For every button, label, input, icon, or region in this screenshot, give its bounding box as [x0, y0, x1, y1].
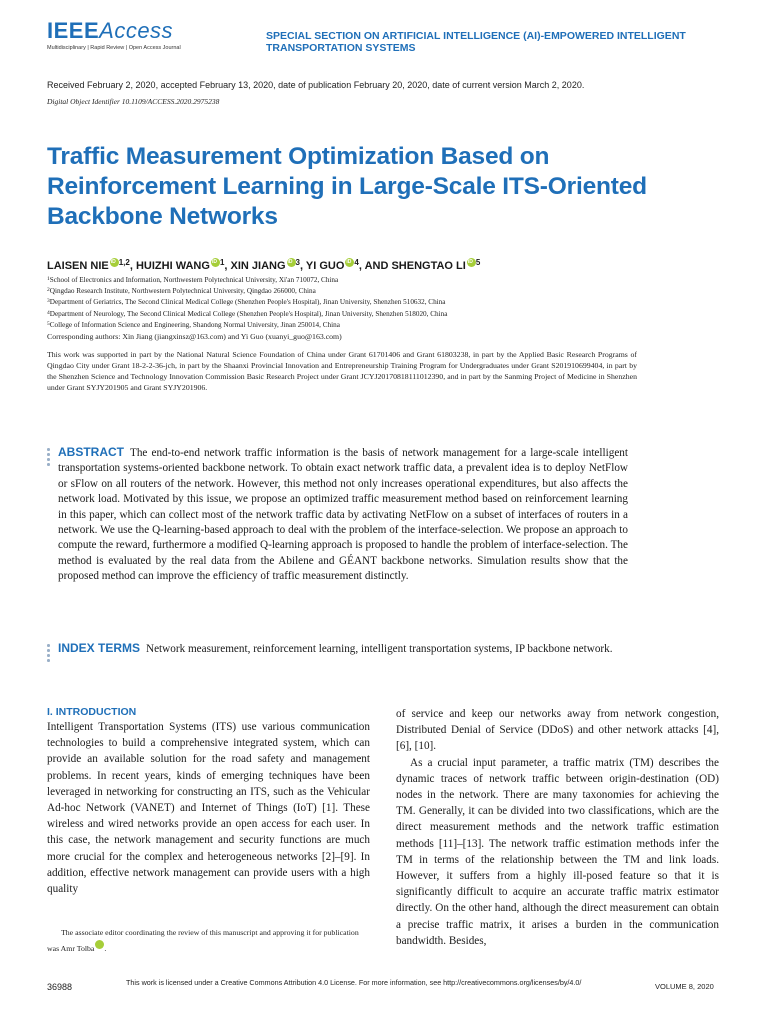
- index-terms-label: INDEX TERMS: [58, 641, 141, 655]
- affiliation-number: 5: [47, 320, 50, 327]
- abstract-marker: [47, 448, 51, 468]
- abstract-label: ABSTRACT: [58, 445, 124, 459]
- logo-ieee-text: IEEE: [47, 18, 100, 43]
- editor-footnote: The associate editor coordinating the review of this manuscript and approving it for publication was Amr TolbaiD .: [47, 925, 370, 956]
- author-affil-sup: 1: [219, 258, 225, 267]
- author-separator: ,: [224, 260, 231, 272]
- orcid-icon[interactable]: [95, 940, 104, 949]
- index-terms-text: Network measurement, reinforcement learning, intelligent transportation systems, IP backbone network.: [146, 643, 613, 655]
- doi: Digital Object Identifier 10.1109/ACCESS.2020.2975238: [47, 97, 220, 106]
- affiliation-item: [47, 296, 707, 307]
- author-affil-sup: 3: [295, 258, 300, 267]
- affiliation-text: School of Electronics and Information, Northwestern Polytechnical University, Xi'an 710072, China: [49, 276, 339, 284]
- author-separator: ,: [299, 260, 306, 272]
- orcid-icon[interactable]: [211, 258, 220, 267]
- orcid-icon[interactable]: [110, 258, 119, 267]
- logo-tagline: Multidisciplinary | Rapid Review | Open Access Journal: [47, 45, 181, 51]
- section-heading-introduction: I. INTRODUCTION: [47, 706, 137, 718]
- license-notice[interactable]: This work is licensed under a Creative Commons Attribution 4.0 License. For more information, see http://creativecommons.org/licenses/by/4.0/: [126, 978, 582, 987]
- body-paragraph: Intelligent Transportation Systems (ITS) use various communication technologies to build a comprehensive integrated system, which can provide an available solution for the road safety and management problems. In recent years, kinds of emerging techniques have been leveraged in networking for constructing an ITS, such as the Vehicular Ad-hoc Network (VANET) and Internet of Things (IoT) [1]. These wireless and wired networks provide an open access for each user. In this case, the network management and security functions are much more crucial for the complex and heterogeneous networks [2]–[9]. In addition, effective network management can provide users with a high quality: [47, 721, 370, 896]
- orcid-icon[interactable]: [467, 258, 476, 267]
- affiliation-text: Department of Geriatrics, The Second Clinical Medical College (Shenzhen People's Hospital), Jinan University, Shenzhen 510632, China: [49, 298, 446, 307]
- abstract: [58, 445, 628, 585]
- abstract-text: The end-to-end network traffic information is the basis of network management for a large-scale intelligent transportation systems-oriented backbone network. To obtain exact network traffic data, a prevalent idea is to deploy NetFlow or sFlow on all routers of the network. However, this method not only increases operational expenditures, but also affects the network load. Motivated by this issue, we propose an optimized traffic measurement method based on reinforcement learning in this paper, which can collect most of the network traffic data by activating NetFlow on a subset of interfaces of routers in a network. We use the Q-learning-based approach to deal with the problem of the interface-selection. We propose an approach to compute the reward, furthermore a modified Q-learning approach is proposed to handle the problem of interface-selection. The method is evaluated by the real data from the Abilene and GÉANT backbone networks. Simulation results show that the proposed method can improve the efficiency of traffic measurement distinctly.: [58, 447, 628, 583]
- affiliation-number: 2: [47, 287, 50, 294]
- footnote-text: The associate editor coordinating the review of this manuscript and approving it for publication was Amr Tolba: [47, 928, 359, 953]
- logo-access-text: Access: [99, 18, 174, 43]
- affiliation-item: [47, 285, 707, 296]
- corresponding-authors: Corresponding authors: Xin Jiang (jiangxinsz@163.com) and Yi Guo (xuanyi_guo@163.com): [47, 332, 342, 341]
- affiliation-item: [47, 308, 707, 319]
- author-name: YI GUO: [305, 260, 345, 272]
- journal-logo: [47, 20, 173, 42]
- orcid-icon[interactable]: [287, 258, 296, 267]
- affiliation-number: 1: [47, 276, 50, 282]
- author-affil-sup: 5: [475, 258, 481, 267]
- volume-label: VOLUME 8, 2020: [655, 982, 714, 991]
- index-terms-marker: [47, 644, 51, 664]
- affiliations: [47, 274, 707, 330]
- author-name: LAISEN NIE: [47, 260, 109, 272]
- index-terms: [58, 641, 628, 657]
- paper-title: Traffic Measurement Optimization Based on Reinforcement Learning in Large-Scale ITS-Oriented Backbone Networks: [47, 143, 647, 230]
- affiliation-text: Qingdao Research Institute, Northwestern Polytechnical University, Qingdao 266000, China: [49, 287, 316, 296]
- author-separator: , AND: [358, 260, 392, 272]
- body-column-left: [47, 719, 370, 897]
- page-number: 36988: [47, 982, 73, 992]
- body-paragraph: of service and keep our networks away from network congestion, Distributed Denial of Service (DDoS) and other network attacks [4], [6], [10].: [396, 708, 719, 753]
- affiliation-text: Department of Neurology, The Second Clinical Medical College (Shenzhen People's Hospital), Jinan University, Shenzhen 518020, China: [49, 309, 448, 318]
- funding-statement: This work was supported in part by the National Natural Science Foundation of China under Grant 61701406 and Grant 61803238, in part by the Applied Basic Research Programs of Qingdao City under Grant 18-2-2-36-jch, in part by the Shaanxi Provincial Innovation and Entrepreneurship Training Program for Undergraduates under Grant S201910699404, in part by the Shenzhen Science and Technology Innovation Commission Basic Research Project under Grant JCYJ20170818111012390, and in part by the Sanming Project of Medicine in Shenzhen under Grant SYJY201905 and Grant SYJY201906.: [47, 350, 637, 393]
- affiliation-item: [47, 274, 707, 285]
- author-name: HUIZHI WANG: [135, 260, 210, 272]
- affiliation-item: [47, 319, 707, 330]
- author-affil-sup: 1,2: [118, 258, 130, 267]
- author-name: SHENGTAO LI: [391, 260, 466, 272]
- author-name: XIN JIANG: [230, 260, 286, 272]
- special-section-title: SPECIAL SECTION ON ARTIFICIAL INTELLIGENCE (AI)-EMPOWERED INTELLIGENT TRANSPORTATION SYSTEMS: [266, 30, 686, 54]
- body-column-right: [396, 706, 719, 949]
- body-paragraph: As a crucial input parameter, a traffic matrix (TM) describes the dynamic traces of network traffic between origin-destination (OD) nodes in the network. There are many taxonomies for achieving the TM. Generally, it can be divided into two classifications, which are the direct measurement methods and the network traffic estimation methods [11]–[13]. The network traffic estimation methods infer the TM in terms of the relationship between the TM and link loads. However, it suffers from a highly ill-posed feature so that it is significantly difficult to acquire an accurate traffic matrix estimator directly. On the other hand, although the direct measurement can obtain a precise traffic matrix, it arises a burden in the communication bandwidth. Besides,: [396, 756, 719, 947]
- author-list: [47, 258, 480, 272]
- affiliation-number: 3: [47, 298, 50, 305]
- affiliation-number: 4: [47, 309, 50, 316]
- affiliation-text: College of Information Science and Engineering, Shandong Normal University, Jinan 250014, China: [49, 320, 340, 329]
- received-dates: Received February 2, 2020, accepted February 13, 2020, date of publication February 20, 2020, date of current version March 2, 2020.: [47, 80, 585, 90]
- author-affil-sup: 4: [354, 258, 359, 267]
- author-separator: ,: [129, 260, 136, 272]
